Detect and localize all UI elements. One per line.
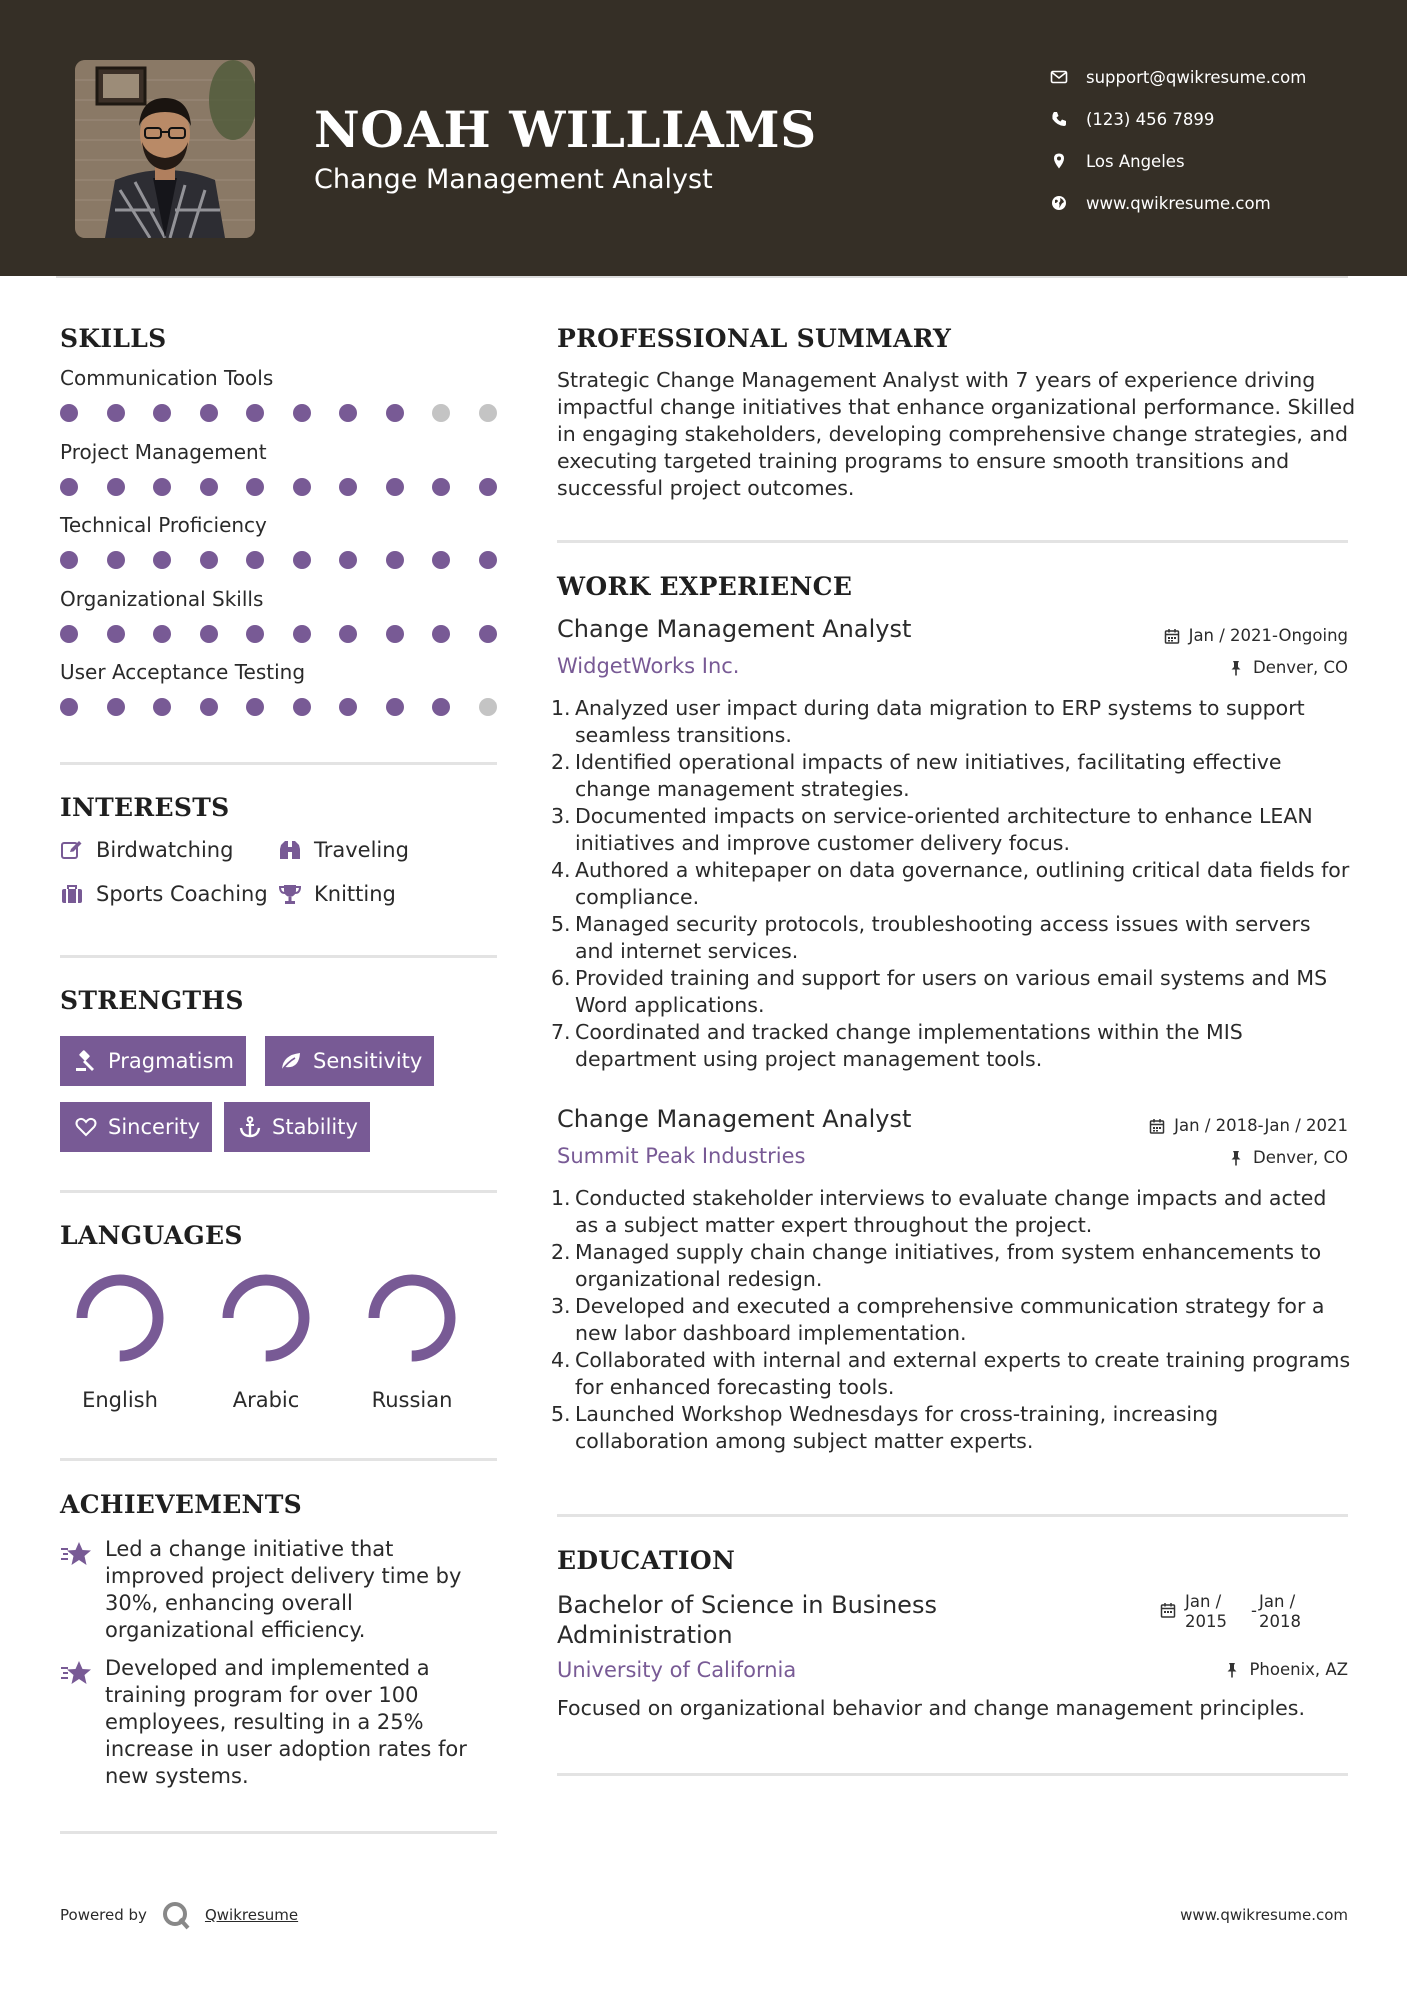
suitcase-icon xyxy=(60,883,96,905)
bullet-text: Managed supply chain change initiatives, from system enhancements to organizational redesign. xyxy=(575,1240,1322,1291)
strength-chip xyxy=(60,1102,212,1152)
skills-heading: SKILLS xyxy=(60,324,167,353)
skill-rating xyxy=(60,625,525,643)
bullet-text: Launched Workshop Wednesdays for cross-training, increasing collaboration among subject matter experts. xyxy=(575,1402,1219,1453)
job-dates xyxy=(1164,626,1348,645)
bullet-text: Conducted stakeholder interviews to evaluate change impacts and acted as a subject matter expert throughout the project. xyxy=(575,1186,1327,1237)
anchor-icon xyxy=(238,1115,272,1139)
header-divider xyxy=(56,276,1348,278)
rating-dot-filled xyxy=(293,698,311,716)
language-ring xyxy=(70,1268,170,1368)
section-divider xyxy=(60,955,497,958)
job-location-text: Denver, CO xyxy=(1252,1148,1348,1167)
school-name: University of California xyxy=(557,1658,797,1682)
interest-item xyxy=(60,882,268,906)
candidate-title: Change Management Analyst xyxy=(314,164,713,195)
language-label: Russian xyxy=(371,1388,453,1412)
education-date-end: Jan / 2018 xyxy=(1258,1592,1301,1631)
language-ring-arc xyxy=(374,1280,450,1356)
job-dates xyxy=(1149,1116,1348,1135)
footer-branding xyxy=(60,1900,298,1930)
language-item xyxy=(50,1268,190,1412)
calendar-icon xyxy=(1164,628,1180,644)
job-bullet xyxy=(551,965,1351,1019)
job-bullet xyxy=(551,857,1351,911)
bullet-number: 3. xyxy=(551,804,571,828)
rating-dot-filled xyxy=(246,551,264,569)
rating-dot-filled xyxy=(293,478,311,496)
interest-item xyxy=(278,882,396,906)
rating-dot-filled xyxy=(200,625,218,643)
job-bullets xyxy=(551,695,1351,1073)
qwikresume-logo-icon xyxy=(161,1900,191,1930)
rating-dot-empty xyxy=(479,404,497,422)
rating-dot-filled xyxy=(153,404,171,422)
rating-dot-filled xyxy=(246,625,264,643)
strength-label: Stability xyxy=(272,1115,358,1139)
rating-dot-filled xyxy=(200,698,218,716)
job-bullet xyxy=(551,1185,1351,1239)
education-location-text: Phoenix, AZ xyxy=(1249,1660,1348,1679)
contact-email-text: support@qwikresume.com xyxy=(1086,67,1307,87)
bullet-number: 5. xyxy=(551,912,571,936)
summary-heading: PROFESSIONAL SUMMARY xyxy=(557,324,952,353)
rating-dot-filled xyxy=(200,404,218,422)
strength-chip xyxy=(60,1036,246,1086)
rating-dot-filled xyxy=(479,625,497,643)
bullet-text: Documented impacts on service-oriented architecture to enhance LEAN initiatives and improve customer delivery focus. xyxy=(575,804,1313,855)
job-dates-text: Jan / 2018-Jan / 2021 xyxy=(1174,1116,1348,1135)
strength-chip xyxy=(224,1102,370,1152)
rating-dot-filled xyxy=(200,551,218,569)
rating-dot-filled xyxy=(339,478,357,496)
interests-heading: INTERESTS xyxy=(60,793,230,822)
envelope-icon xyxy=(1050,68,1086,86)
section-divider xyxy=(557,1773,1348,1776)
interest-label: Traveling xyxy=(314,838,409,862)
trophy-icon xyxy=(278,883,314,905)
job-bullet xyxy=(551,749,1351,803)
rating-dot-filled xyxy=(432,625,450,643)
rating-dot-filled xyxy=(293,404,311,422)
rating-dot-filled xyxy=(386,551,404,569)
section-divider xyxy=(557,540,1348,543)
skill-rating xyxy=(60,478,525,496)
calendar-icon xyxy=(1160,1602,1176,1618)
company-name: Summit Peak Industries xyxy=(557,1144,806,1168)
section-divider xyxy=(557,1514,1348,1517)
education-description: Focused on organizational behavior and change management principles. xyxy=(557,1696,1305,1720)
section-divider xyxy=(60,762,497,765)
degree-title: Bachelor of Science in Business Administration xyxy=(557,1591,937,1649)
job-bullet xyxy=(551,1293,1351,1347)
rating-dot-filled xyxy=(153,625,171,643)
rating-dot-filled xyxy=(386,625,404,643)
contact-website-text: www.qwikresume.com xyxy=(1086,193,1271,213)
rating-dot-empty xyxy=(479,698,497,716)
pushpin-icon xyxy=(1224,1662,1240,1678)
rating-dot-filled xyxy=(339,625,357,643)
edit-icon xyxy=(60,839,96,861)
skill-label: Communication Tools xyxy=(60,366,274,390)
bullet-number: 1. xyxy=(551,1186,571,1210)
rating-dot-filled xyxy=(386,404,404,422)
rating-dot-filled xyxy=(107,478,125,496)
bullet-number: 1. xyxy=(551,696,571,720)
job-bullet xyxy=(551,1401,1351,1455)
rating-dot-filled xyxy=(479,478,497,496)
education-dates xyxy=(1160,1592,1309,1632)
interest-label: Birdwatching xyxy=(96,838,234,862)
job-location-text: Denver, CO xyxy=(1252,658,1348,677)
rating-dot-filled xyxy=(107,404,125,422)
contact-email[interactable] xyxy=(1050,56,1390,98)
rating-dot-filled xyxy=(479,551,497,569)
section-divider xyxy=(60,1831,497,1834)
languages-heading: LANGUAGES xyxy=(60,1221,243,1250)
interest-item xyxy=(60,838,233,862)
phone-icon xyxy=(1050,110,1086,128)
bullet-text: Identified operational impacts of new initiatives, facilitating effective change management strategies. xyxy=(575,750,1282,801)
bullet-text: Coordinated and tracked change implementations within the MIS department using project management tools. xyxy=(575,1020,1243,1071)
achievement-text: Developed and implemented a training program for over 100 employees, resulting in a 25% increase in user adoption rates for new systems. xyxy=(105,1656,467,1788)
rating-dot-filled xyxy=(60,551,78,569)
achievement-text: Led a change initiative that improved project delivery time by 30%, enhancing overall organizational efficiency. xyxy=(105,1537,462,1642)
achievement-item xyxy=(60,1655,500,1790)
education-location xyxy=(1224,1660,1348,1679)
bullet-number: 5. xyxy=(551,1402,571,1426)
bullet-number: 2. xyxy=(551,750,571,774)
bullet-text: Provided training and support for users on various email systems and MS Word applications. xyxy=(575,966,1328,1017)
education-date-start: Jan / 2015 xyxy=(1185,1592,1227,1631)
job-bullet xyxy=(551,911,1351,965)
skill-label: Organizational Skills xyxy=(60,586,264,611)
contact-list xyxy=(1050,56,1390,224)
resume-header xyxy=(0,0,1407,276)
leaf-icon xyxy=(279,1049,313,1073)
rating-dot-filled xyxy=(432,478,450,496)
rating-dot-filled xyxy=(60,478,78,496)
experience-heading: WORK EXPERIENCE xyxy=(557,572,853,601)
strength-label: Sensitivity xyxy=(313,1049,423,1073)
strength-chip xyxy=(265,1036,434,1086)
job-bullet xyxy=(551,1019,1351,1073)
job-bullet xyxy=(551,803,1351,857)
rating-dot-empty xyxy=(432,404,450,422)
powered-by-text: Powered by xyxy=(60,1906,147,1924)
contact-phone-text: (123) 456 7899 xyxy=(1086,109,1215,129)
rating-dot-filled xyxy=(339,404,357,422)
rating-dot-filled xyxy=(60,625,78,643)
bullet-text: Managed security protocols, troubleshooting access issues with servers and internet services. xyxy=(575,912,1311,963)
gavel-icon xyxy=(74,1049,108,1073)
pushpin-icon xyxy=(1228,660,1244,676)
language-ring xyxy=(216,1268,316,1368)
language-item xyxy=(196,1268,336,1412)
bullet-number: 3. xyxy=(551,1294,571,1318)
contact-location xyxy=(1050,140,1390,182)
job-title: Change Management Analyst xyxy=(557,1105,912,1133)
candidate-name: NOAH WILLIAMS xyxy=(314,100,817,159)
job-bullet xyxy=(551,695,1351,749)
bullet-text: Developed and executed a comprehensive communication strategy for a new labor dashboard implementation. xyxy=(575,1294,1325,1345)
strength-label: Sincerity xyxy=(108,1115,201,1139)
contact-location-text: Los Angeles xyxy=(1086,151,1185,171)
brand-link[interactable]: Qwikresume xyxy=(204,1906,299,1924)
heart-icon xyxy=(74,1115,108,1139)
achievements-heading: ACHIEVEMENTS xyxy=(60,1490,302,1519)
rating-dot-filled xyxy=(246,404,264,422)
rating-dot-filled xyxy=(60,404,78,422)
job-bullets xyxy=(551,1185,1351,1455)
globe-icon xyxy=(1050,194,1086,212)
job-bullet xyxy=(551,1239,1351,1293)
rating-dot-filled xyxy=(432,551,450,569)
star-badge-icon xyxy=(60,1655,105,1790)
bullet-number: 6. xyxy=(551,966,571,990)
skill-label: Technical Proficiency xyxy=(60,513,267,537)
section-divider xyxy=(60,1190,497,1193)
rating-dot-filled xyxy=(107,698,125,716)
job-bullet xyxy=(551,1347,1351,1401)
rating-dot-filled xyxy=(200,478,218,496)
rating-dot-filled xyxy=(293,625,311,643)
rating-dot-filled xyxy=(246,478,264,496)
summary-text: Strategic Change Management Analyst with 7 years of experience driving impactful change initiatives that enhance organizational performance. Skilled in engaging stakeholders, developing comprehensive change strategies, and executing targeted training programs to ensure smooth transitions and successful project outcomes. xyxy=(557,368,1356,500)
language-label: Arabic xyxy=(232,1388,300,1412)
rating-dot-filled xyxy=(293,551,311,569)
skill-rating xyxy=(60,698,525,716)
job-location xyxy=(1228,1148,1348,1167)
bullet-text: Authored a whitepaper on data governance, outlining critical data fields for compliance. xyxy=(575,858,1350,909)
skill-label: Project Management xyxy=(60,439,267,464)
strengths-heading: STRENGTHS xyxy=(60,986,244,1015)
language-label: English xyxy=(82,1388,158,1412)
rating-dot-filled xyxy=(339,551,357,569)
bullet-number: 7. xyxy=(551,1020,571,1044)
language-ring-arc xyxy=(82,1280,158,1356)
language-ring-arc xyxy=(228,1280,304,1356)
rating-dot-filled xyxy=(107,625,125,643)
date-dash: - xyxy=(1251,1601,1257,1620)
bullet-text: Collaborated with internal and external experts to create training programs for enhanced forecasting tools. xyxy=(575,1348,1351,1399)
job-location xyxy=(1228,658,1348,677)
rating-dot-filled xyxy=(432,698,450,716)
rating-dot-filled xyxy=(339,698,357,716)
language-item xyxy=(342,1268,482,1412)
contact-website[interactable] xyxy=(1050,182,1390,224)
rating-dot-filled xyxy=(246,698,264,716)
language-ring xyxy=(362,1268,462,1368)
job-title: Change Management Analyst xyxy=(557,615,912,643)
bullet-number: 4. xyxy=(551,858,571,882)
rating-dot-filled xyxy=(153,698,171,716)
section-divider xyxy=(60,1458,497,1461)
skill-label: User Acceptance Testing xyxy=(60,660,306,684)
map-pin-icon xyxy=(1050,152,1086,170)
achievement-item xyxy=(60,1536,500,1644)
skill-rating xyxy=(60,404,525,422)
contact-phone[interactable] xyxy=(1050,98,1390,140)
rating-dot-filled xyxy=(107,551,125,569)
skill-rating xyxy=(60,551,525,569)
bullet-text: Analyzed user impact during data migration to ERP systems to support seamless transitions. xyxy=(575,696,1305,747)
company-name: WidgetWorks Inc. xyxy=(557,654,740,678)
rating-dot-filled xyxy=(386,478,404,496)
pushpin-icon xyxy=(1228,1150,1244,1166)
job-dates-text: Jan / 2021-Ongoing xyxy=(1188,626,1348,645)
rating-dot-filled xyxy=(60,698,78,716)
education-heading: EDUCATION xyxy=(557,1546,736,1575)
star-badge-icon xyxy=(60,1536,105,1644)
profile-photo xyxy=(75,60,255,238)
interest-label: Sports Coaching xyxy=(96,882,268,906)
rating-dot-filled xyxy=(386,698,404,716)
bullet-number: 2. xyxy=(551,1240,571,1264)
rating-dot-filled xyxy=(153,551,171,569)
footer-website[interactable]: www.qwikresume.com xyxy=(1180,1906,1348,1924)
calendar-icon xyxy=(1149,1118,1165,1134)
rating-dot-filled xyxy=(153,478,171,496)
bullet-number: 4. xyxy=(551,1348,571,1372)
binoculars-icon xyxy=(278,839,314,861)
interest-item xyxy=(278,838,409,862)
interest-label: Knitting xyxy=(314,882,396,906)
strength-label: Pragmatism xyxy=(108,1049,234,1073)
